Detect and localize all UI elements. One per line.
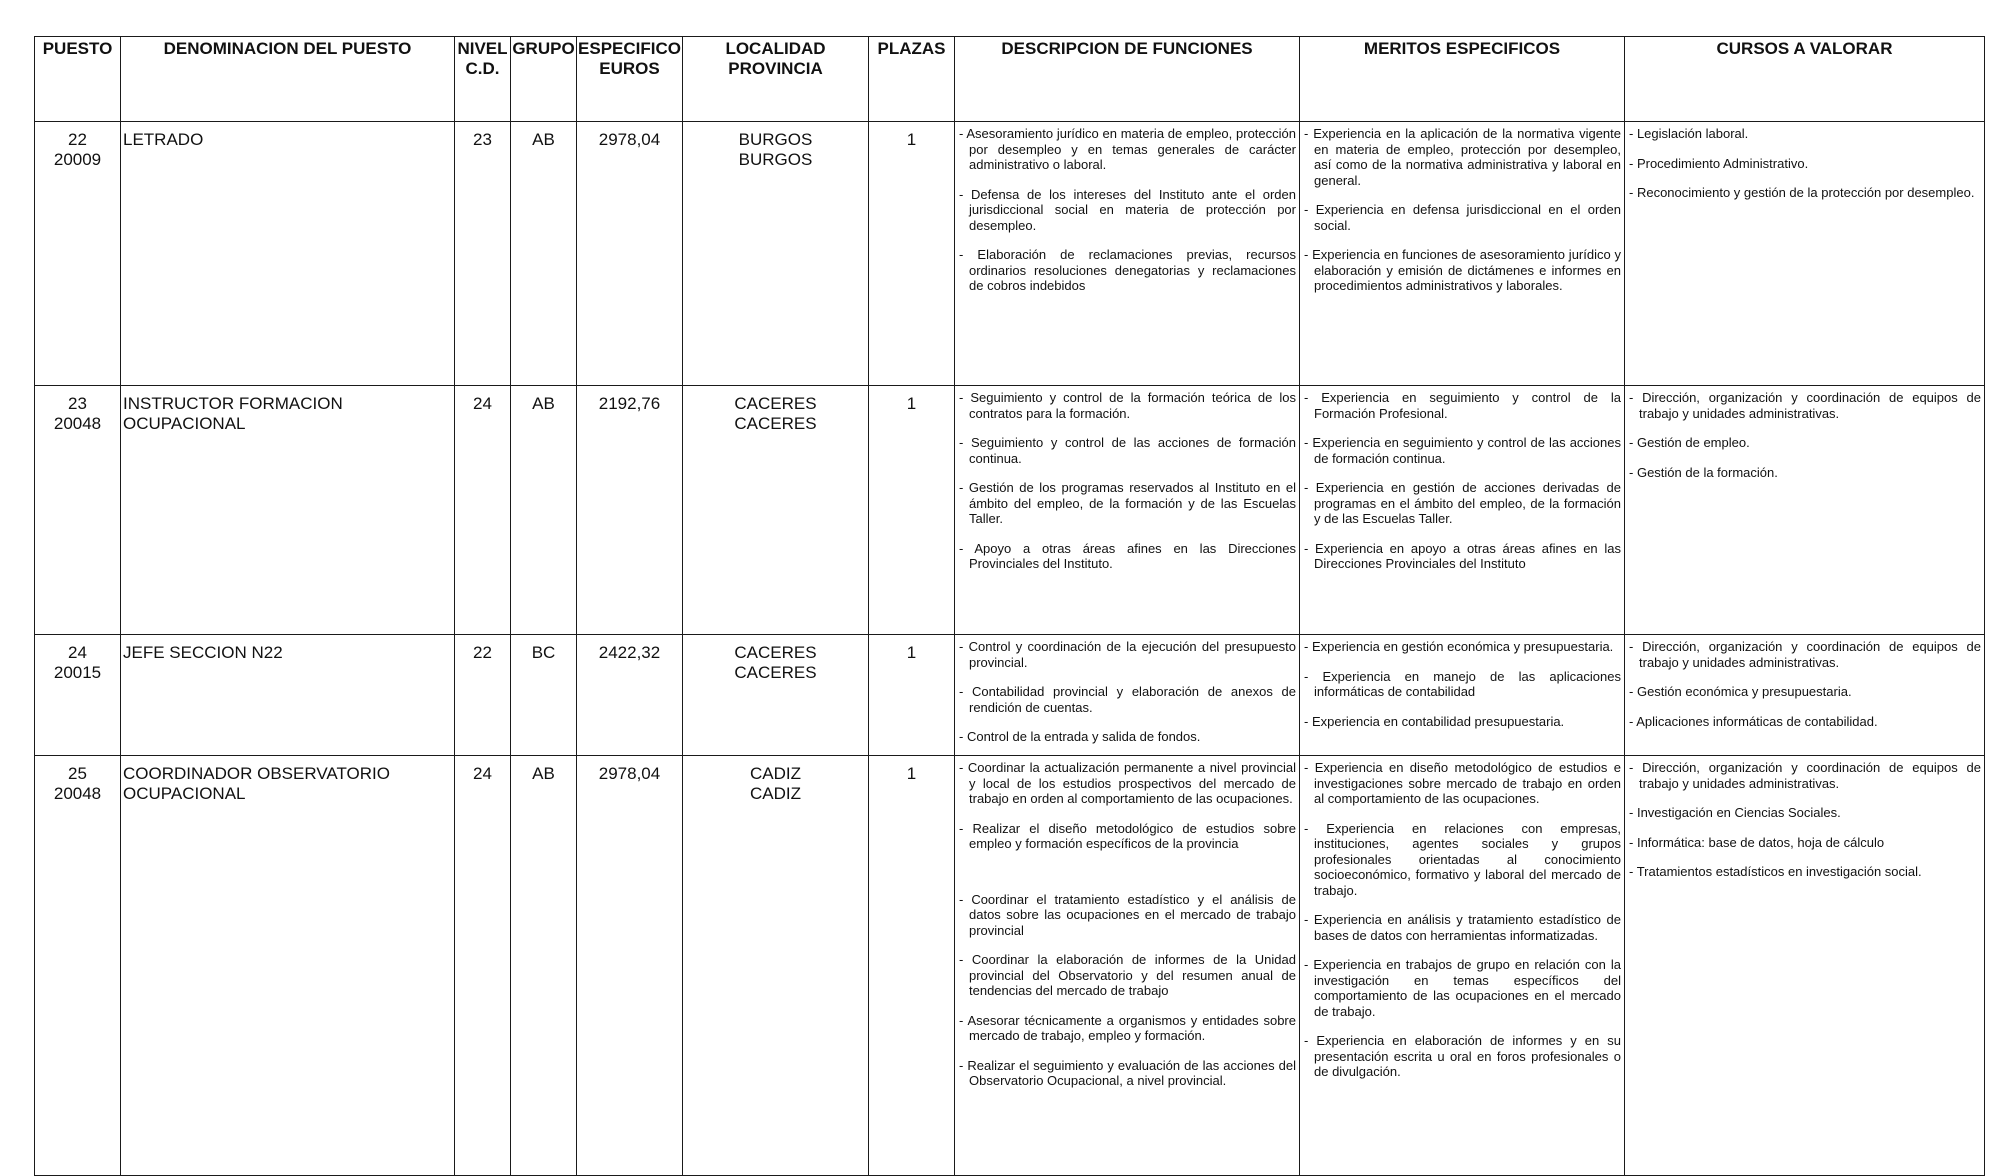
list-item: - Experiencia en elaboración de informes y en su presentación escrita u oral en foros profesionales o de divulgación. bbox=[1304, 1033, 1621, 1080]
list-item: - Dirección, organización y coordinación de equipos de trabajo y unidades administrativas. bbox=[1629, 639, 1981, 670]
cell-localidad: CACERES CACERES bbox=[683, 635, 869, 756]
list-item: - Gestión de la formación. bbox=[1629, 465, 1981, 481]
list-item: - Experiencia en análisis y tratamiento estadístico de bases de datos con herramientas informatizadas. bbox=[1304, 912, 1621, 943]
cell-nivel: 24 bbox=[455, 756, 511, 1176]
cell-funciones bbox=[955, 122, 1300, 386]
list-item: - Defensa de los intereses del Instituto ante el orden jurisdiccional social en materia de protección por desempleo. bbox=[959, 187, 1296, 234]
header-row bbox=[35, 37, 1985, 122]
cell-nivel: 23 bbox=[455, 122, 511, 386]
cell-grupo: AB bbox=[511, 386, 577, 635]
list-item: - Experiencia en funciones de asesoramiento jurídico y elaboración y emisión de dictámenes e informes en procedimientos administrativos y laborales. bbox=[1304, 247, 1621, 294]
cell-cursos bbox=[1625, 635, 1985, 756]
cell-especifico: 2978,04 bbox=[577, 756, 683, 1176]
cell-funciones bbox=[955, 386, 1300, 635]
cell-cursos bbox=[1625, 756, 1985, 1176]
table-row bbox=[35, 756, 1985, 1176]
cell-cursos bbox=[1625, 122, 1985, 386]
list-item: - Coordinar el tratamiento estadístico y el análisis de datos sobre las ocupaciones en el mercado de trabajo provincial bbox=[959, 892, 1296, 939]
list-item: - Coordinar la actualización permanente a nivel provincial y local de los estudios prospectivos del mercado de trabajo en orden al comportamiento de las ocupaciones. bbox=[959, 760, 1296, 807]
list-item: - Realizar el seguimiento y evaluación de las acciones del Observatorio Ocupacional, a nivel provincial. bbox=[959, 1058, 1296, 1089]
list-item: - Investigación en Ciencias Sociales. bbox=[1629, 805, 1981, 821]
list-item: - Contabilidad provincial y elaboración de anexos de rendición de cuentas. bbox=[959, 684, 1296, 715]
list-item: - Experiencia en trabajos de grupo en relación con la investigación en temas específicos del comportamiento de las ocupaciones en el mercado de trabajo. bbox=[1304, 957, 1621, 1019]
cell-grupo: AB bbox=[511, 756, 577, 1176]
list-item: - Experiencia en gestión económica y presupuestaria. bbox=[1304, 639, 1621, 655]
list-item: - Control de la entrada y salida de fondos. bbox=[959, 729, 1296, 745]
list-item: - Experiencia en apoyo a otras áreas afines en las Direcciones Provinciales del Instituto bbox=[1304, 541, 1621, 572]
table-row bbox=[35, 386, 1985, 635]
header-plazas: PLAZAS bbox=[869, 37, 955, 122]
cell-puesto: 24 20015 bbox=[35, 635, 121, 756]
header-especifico: ESPECIFICO EUROS bbox=[577, 37, 683, 122]
list-item: - Experiencia en gestión de acciones derivadas de programas en el ámbito del empleo, de la formación y de las Escuelas Taller. bbox=[1304, 480, 1621, 527]
cell-nivel: 22 bbox=[455, 635, 511, 756]
cell-puesto: 23 20048 bbox=[35, 386, 121, 635]
list-item: - Gestión económica y presupuestaria. bbox=[1629, 684, 1981, 700]
list-item: - Apoyo a otras áreas afines en las Direcciones Provinciales del Instituto. bbox=[959, 541, 1296, 572]
list-item: - Asesoramiento jurídico en materia de empleo, protección por desempleo y en temas generales de carácter administrativo o laboral. bbox=[959, 126, 1296, 173]
list-item: - Informática: base de datos, hoja de cálculo bbox=[1629, 835, 1981, 851]
cell-especifico: 2422,32 bbox=[577, 635, 683, 756]
cell-puesto: 22 20009 bbox=[35, 122, 121, 386]
list-item: - Seguimiento y control de la formación teórica de los contratos para la formación. bbox=[959, 390, 1296, 421]
cell-meritos bbox=[1300, 635, 1625, 756]
cell-cursos bbox=[1625, 386, 1985, 635]
cell-plazas: 1 bbox=[869, 635, 955, 756]
cell-localidad: CADIZ CADIZ bbox=[683, 756, 869, 1176]
list-item: - Procedimiento Administrativo. bbox=[1629, 156, 1981, 172]
header-denominacion: DENOMINACION DEL PUESTO bbox=[121, 37, 455, 122]
list-item: - Dirección, organización y coordinación de equipos de trabajo y unidades administrativas. bbox=[1629, 390, 1981, 421]
cell-grupo: BC bbox=[511, 635, 577, 756]
cell-denominacion: INSTRUCTOR FORMACION OCUPACIONAL bbox=[121, 386, 455, 635]
header-localidad: LOCALIDAD PROVINCIA bbox=[683, 37, 869, 122]
cell-grupo: AB bbox=[511, 122, 577, 386]
positions-table bbox=[34, 36, 1985, 1176]
list-item: - Control y coordinación de la ejecución del presupuesto provincial. bbox=[959, 639, 1296, 670]
list-item: - Asesorar técnicamente a organismos y entidades sobre mercado de trabajo, empleo y formación. bbox=[959, 1013, 1296, 1044]
cell-plazas: 1 bbox=[869, 122, 955, 386]
list-item: - Gestión de los programas reservados al Instituto en el ámbito del empleo, de la formación y de las Escuelas Taller. bbox=[959, 480, 1296, 527]
table-row bbox=[35, 635, 1985, 756]
cell-especifico: 2978,04 bbox=[577, 122, 683, 386]
header-puesto: PUESTO bbox=[35, 37, 121, 122]
list-item: - Aplicaciones informáticas de contabilidad. bbox=[1629, 714, 1981, 730]
list-item: - Seguimiento y control de las acciones de formación continua. bbox=[959, 435, 1296, 466]
cell-denominacion: JEFE SECCION N22 bbox=[121, 635, 455, 756]
cell-localidad: BURGOS BURGOS bbox=[683, 122, 869, 386]
cell-funciones bbox=[955, 756, 1300, 1176]
header-descripcion: DESCRIPCION DE FUNCIONES bbox=[955, 37, 1300, 122]
list-item: - Legislación laboral. bbox=[1629, 126, 1981, 142]
cell-denominacion: COORDINADOR OBSERVATORIO OCUPACIONAL bbox=[121, 756, 455, 1176]
list-item: - Dirección, organización y coordinación de equipos de trabajo y unidades administrativas. bbox=[1629, 760, 1981, 791]
list-item: - Gestión de empleo. bbox=[1629, 435, 1981, 451]
header-nivel: NIVEL C.D. bbox=[455, 37, 511, 122]
header-grupo: GRUPO bbox=[511, 37, 577, 122]
cell-funciones bbox=[955, 635, 1300, 756]
cell-meritos bbox=[1300, 122, 1625, 386]
header-meritos: MERITOS ESPECIFICOS bbox=[1300, 37, 1625, 122]
list-item: - Experiencia en contabilidad presupuestaria. bbox=[1304, 714, 1621, 730]
cell-denominacion: LETRADO bbox=[121, 122, 455, 386]
cell-nivel: 24 bbox=[455, 386, 511, 635]
cell-especifico: 2192,76 bbox=[577, 386, 683, 635]
list-item: - Realizar el diseño metodológico de estudios sobre empleo y formación específicos de la provincia bbox=[959, 821, 1296, 852]
list-item: - Experiencia en la aplicación de la normativa vigente en materia de empleo, protección por desempleo, así como de la normativa administrativa y laboral en general. bbox=[1304, 126, 1621, 188]
table-row bbox=[35, 122, 1985, 386]
list-item: - Coordinar la elaboración de informes de la Unidad provincial del Observatorio y del resumen anual de tendencias del mercado de trabajo bbox=[959, 952, 1296, 999]
list-item: - Elaboración de reclamaciones previas, recursos ordinarios resoluciones denegatorias y reclamaciones de cobros indebidos bbox=[959, 247, 1296, 294]
list-item: - Experiencia en manejo de las aplicaciones informáticas de contabilidad bbox=[1304, 669, 1621, 700]
cell-localidad: CACERES CACERES bbox=[683, 386, 869, 635]
list-item: - Experiencia en relaciones con empresas, instituciones, agentes sociales y grupos profesionales orientadas al conocimiento socioeconómico, formativo y laboral del mercado de trabajo. bbox=[1304, 821, 1621, 899]
list-item: - Experiencia en defensa jurisdiccional en el orden social. bbox=[1304, 202, 1621, 233]
header-cursos: CURSOS A VALORAR bbox=[1625, 37, 1985, 122]
cell-meritos bbox=[1300, 756, 1625, 1176]
list-item: - Reconocimiento y gestión de la protección por desempleo. bbox=[1629, 185, 1981, 201]
list-item: - Tratamientos estadísticos en investigación social. bbox=[1629, 864, 1981, 880]
cell-puesto: 25 20048 bbox=[35, 756, 121, 1176]
list-item: - Experiencia en diseño metodológico de estudios e investigaciones sobre mercado de trabajo en orden al comportamiento de las ocupaciones. bbox=[1304, 760, 1621, 807]
list-item: - Experiencia en seguimiento y control de la Formación Profesional. bbox=[1304, 390, 1621, 421]
cell-meritos bbox=[1300, 386, 1625, 635]
cell-plazas: 1 bbox=[869, 756, 955, 1176]
list-item: - Experiencia en seguimiento y control de las acciones de formación continua. bbox=[1304, 435, 1621, 466]
cell-plazas: 1 bbox=[869, 386, 955, 635]
